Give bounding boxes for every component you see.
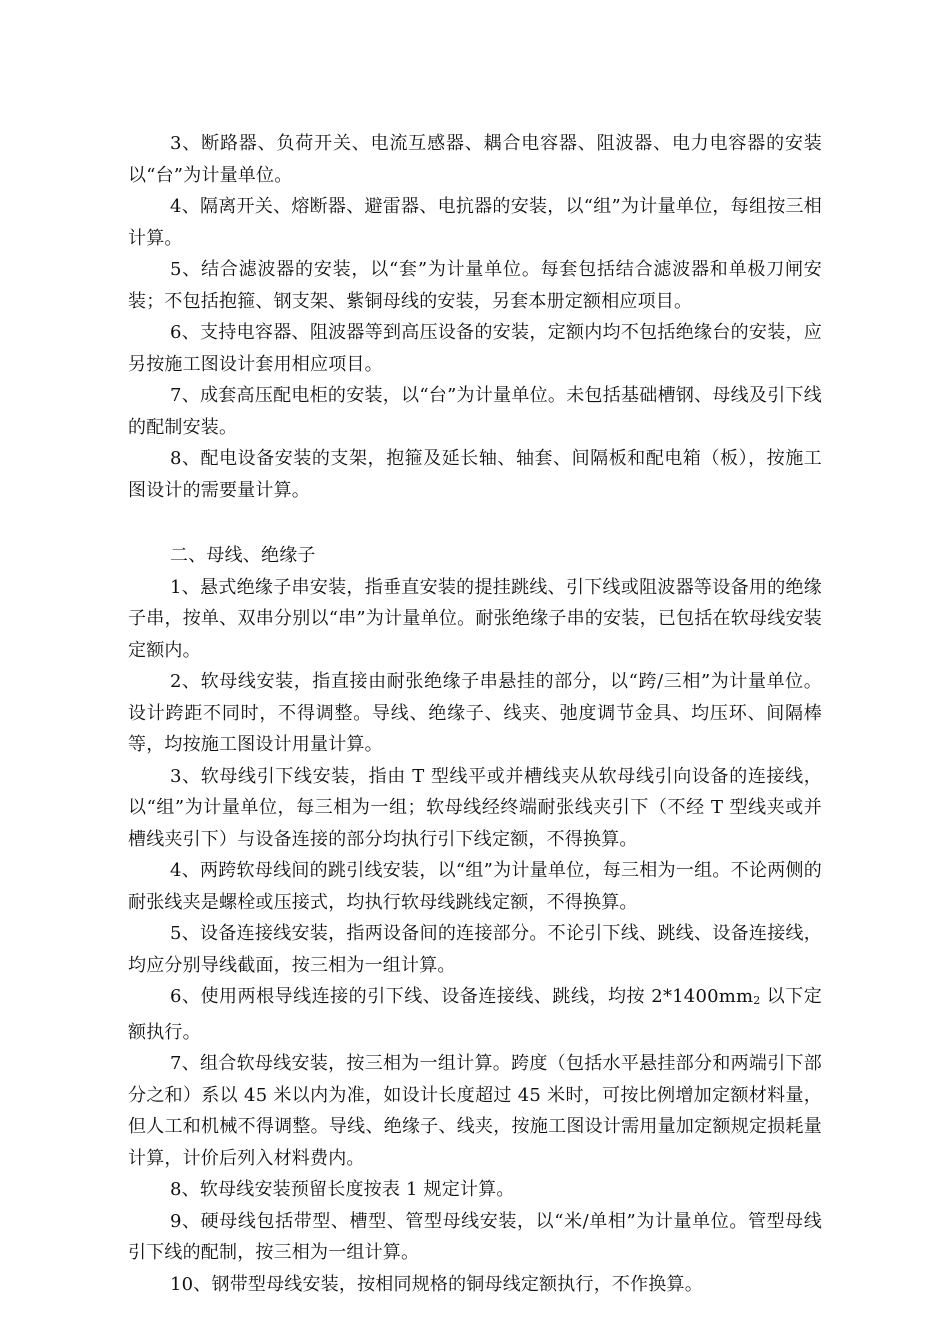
paragraph-item-7: 7、成套高压配电柜的安装，以“台”为计量单位。未包括基础槽钢、母线及引下线的配制安装。 xyxy=(128,385,822,438)
paragraph-item-8: 8、配电设备安装的支架，抱箍及延长轴、轴套、间隔板和配电箱（板），按施工图设计的需要量计算。 xyxy=(128,448,822,501)
item6-text-prefix: 6、使用两根导线连接的引下线、设备连接线、跳线，均按 2*1400mm xyxy=(170,986,754,1007)
paragraph-s2-item-3: 3、软母线引下线安装，指由 T 型线平或并槽线夹从软母线引向设备的连接线，以“组”为计量单位，每三相为一组；软母线经终端耐张线夹引下（不经 T 型线夹或并槽线夹引下）与设备连接的部分均执行引下线定额，不得换算。 xyxy=(128,765,822,850)
paragraph-s2-item-7: 7、组合软母线安装，按三相为一组计算。跨度（包括水平悬挂部分和两端引下部分之和）系以 45 米以内为准，如设计长度超过 45 米时，可按比例增加定额材料量，但人工和机械不得调整。导线、绝缘子、线夹，按施工图设计需用量加定额规定损耗量计算，计价后列入材料费内。 xyxy=(128,1053,822,1169)
document-page xyxy=(128,128,822,1300)
paragraph-s2-item-9: 9、硬母线包括带型、槽型、管型母线安装，以“米/单相”为计量单位。管型母线引下线的配制，按三相为一组计算。 xyxy=(128,1210,822,1263)
paragraph-item-4: 4、隔离开关、熔断器、避雷器、电抗器的安装，以“组”为计量单位，每组按三相计算。 xyxy=(128,196,822,249)
paragraph-item-6: 6、支持电容器、阻波器等到高压设备的安装，定额内均不包括绝缘台的安装，应另按施工图设计套用相应项目。 xyxy=(128,322,822,375)
section-spacer xyxy=(128,506,822,540)
paragraph-s2-item-2: 2、软母线安装，指直接由耐张绝缘子串悬挂的部分，以“跨/三相”为计量单位。设计跨距不同时，不得调整。导线、绝缘子、线夹、弛度调节金具、均压环、间隔棒等，均按施工图设计用量计算。 xyxy=(128,671,822,755)
paragraph-s2-item-5: 5、设备连接线安装，指两设备间的连接部分。不论引下线、跳线、设备连接线，均应分别导线截面，按三相为一组计算。 xyxy=(128,923,822,976)
paragraph-s2-item-1: 1、悬式绝缘子串安装，指垂直安装的提挂跳线、引下线或阻波器等设备用的绝缘子串，按单、双串分别以“串”为计量单位。耐张绝缘子串的安装，已包括在软母线安装定额内。 xyxy=(128,576,822,661)
section-heading: 二、母线、绝缘子 xyxy=(170,545,316,566)
paragraph-s2-item-4: 4、两跨软母线间的跳引线安装，以“组”为计量单位，每三相为一组。不论两侧的耐张线夹是螺栓或压接式，均执行软母线跳线定额，不得换算。 xyxy=(128,860,822,913)
paragraph-s2-item-10: 10、钢带型母线安装，按相同规格的铜母线定额执行，不作换算。 xyxy=(170,1273,703,1295)
paragraph-item-5: 5、结合滤波器的安装，以“套”为计量单位。每套包括结合滤波器和单极刀闸安装；不包括抱箍、钢支架、紫铜母线的安装，另套本册定额相应项目。 xyxy=(128,259,822,312)
item6-text-suffix: 以下定额执行。 xyxy=(128,986,822,1043)
paragraph-item-3: 3、断路器、负荷开关、电流互感器、耦合电容器、阻波器、电力电容器的安装以“台”为计量单位。 xyxy=(128,133,822,186)
paragraph-s2-item-6 xyxy=(128,981,822,1048)
item6-superscript: 2 xyxy=(753,994,761,1007)
paragraph-s2-item-8: 8、软母线安装预留长度按表 1 规定计算。 xyxy=(170,1179,515,1200)
